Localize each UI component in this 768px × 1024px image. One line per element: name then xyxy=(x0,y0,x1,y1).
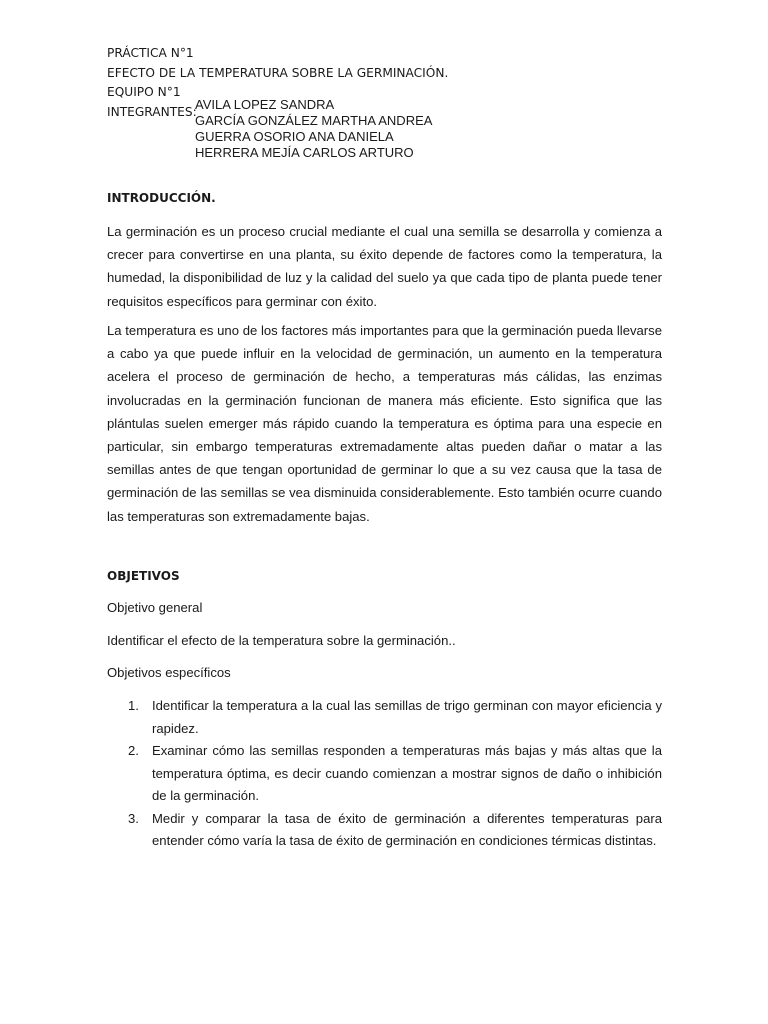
general-objective-label: Objetivo general xyxy=(107,600,203,615)
member-name: GARCÍA GONZÁLEZ MARTHA ANDREA xyxy=(195,113,433,128)
list-item-text: Examinar cómo las semillas responden a temperaturas más bajas y más altas que la temperatura óptima, es decir cuando comienzan a mostrar signos de daño o inhibición de la germinación. xyxy=(152,743,662,803)
general-objective-text: Identificar el efecto de la temperatura sobre la germinación.. xyxy=(107,633,456,648)
members-label: INTEGRANTES: xyxy=(107,104,197,119)
list-item-text: Identificar la temperatura a la cual las semillas de trigo germinan con mayor eficiencia y rapidez. xyxy=(152,698,662,736)
intro-paragraph-1: La germinación es un proceso crucial mediante el cual una semilla se desarrolla y comienza a crecer para convertirse en una planta, su éxito depende de factores como la temperatura, la humedad, la disponibilidad de luz y la calidad del suelo ya que cada tipo de planta puede tener requisitos específicos para germinar con éxito. xyxy=(107,224,662,309)
list-item-number: 1. xyxy=(128,698,139,713)
practice-title: EFECTO DE LA TEMPERATURA SOBRE LA GERMINACIÓN. xyxy=(107,65,449,80)
list-item xyxy=(107,695,662,740)
objectives-heading: OBJETIVOS xyxy=(107,569,180,583)
member-name: GUERRA OSORIO ANA DANIELA xyxy=(195,129,394,144)
list-item-number: 2. xyxy=(128,743,139,758)
introduction-heading: INTRODUCCIÓN. xyxy=(107,191,216,205)
list-item-text: Medir y comparar la tasa de éxito de germinación a diferentes temperaturas para entender cómo varía la tasa de éxito de germinación en condiciones térmicas distintas. xyxy=(152,810,662,848)
intro-paragraph-2: La temperatura es uno de los factores más importantes para que la germinación pueda llevarse a cabo ya que puede influir en la velocidad de germinación, un aumento en la temperatura acelera el proceso de germinación de hecho, a temperaturas más cálidas, las enzimas involucradas en la germinación funcionan de manera más eficiente. Esto significa que las plántulas suelen emerger más rápido cuando la temperatura es óptima para una especie en particular, sin embargo temperaturas extremadamente altas pueden dañar o matar a las semillas antes de que tengan oportunidad de germinar lo que a su vez causa que la tasa de germinación de las semillas se vea disminuida considerablemente. Esto también ocurre cuando las temperaturas son extremadamente bajas. xyxy=(107,323,662,524)
team-number: EQUIPO N°1 xyxy=(107,85,181,99)
list-item-number: 3. xyxy=(128,810,139,826)
specific-objectives-list xyxy=(107,695,662,853)
member-name: HERRERA MEJÍA CARLOS ARTURO xyxy=(195,145,414,160)
member-name: AVILA LOPEZ SANDRA xyxy=(195,97,335,112)
list-item xyxy=(107,740,662,808)
practice-number: PRÁCTICA N°1 xyxy=(107,46,194,60)
specific-objectives-label: Objetivos específicos xyxy=(107,665,231,680)
members-list xyxy=(195,97,432,161)
list-item xyxy=(107,808,662,853)
